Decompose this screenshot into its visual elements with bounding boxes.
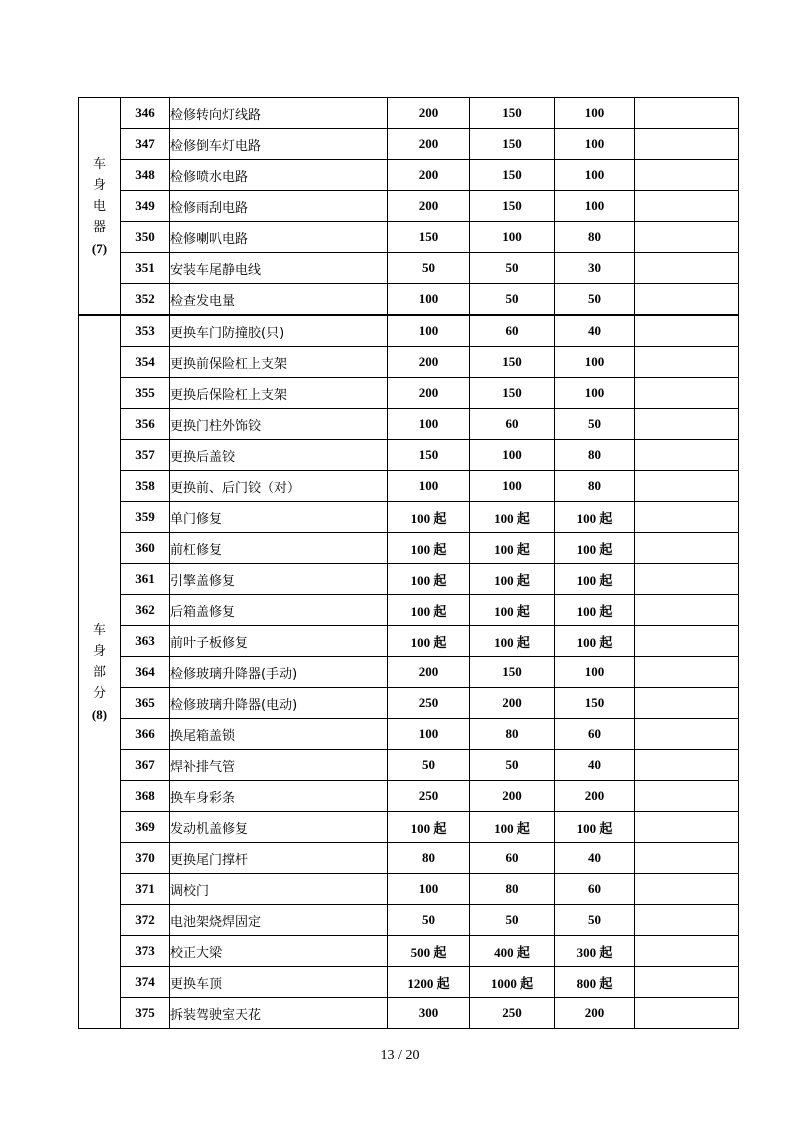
page-number-current: 13: [380, 1048, 395, 1063]
price-tier-1: 200: [388, 98, 470, 129]
category-char: 身: [92, 643, 106, 659]
price-tier-3: 40: [555, 315, 635, 347]
remark-cell: [635, 750, 739, 781]
price-tier-1: 50: [388, 750, 470, 781]
category-count: (8): [91, 706, 108, 722]
item-name: 检修倒车灯电路: [170, 129, 388, 160]
item-number: 350: [121, 222, 170, 253]
item-name: 前杠修复: [170, 533, 388, 564]
price-tier-2: 100: [470, 222, 555, 253]
price-tier-3: 30: [555, 253, 635, 284]
price-tier-3: 100 起: [555, 533, 635, 564]
item-name: 更换后盖铰: [170, 440, 388, 471]
item-name: 更换车顶: [170, 967, 388, 998]
item-number: 355: [121, 378, 170, 409]
item-name: 更换前、后门铰（对）: [170, 471, 388, 502]
price-tier-3: 80: [555, 471, 635, 502]
price-tier-2: 150: [470, 347, 555, 378]
category-char: 器: [92, 219, 106, 235]
category-char: 分: [92, 685, 106, 701]
table-row: [79, 284, 739, 316]
price-tier-1: 200: [388, 657, 470, 688]
item-number: 353: [121, 315, 170, 347]
price-tier-2: 60: [470, 315, 555, 347]
price-tier-1: 100 起: [388, 595, 470, 626]
price-tier-1: 100: [388, 409, 470, 440]
price-tier-3: 100: [555, 98, 635, 129]
price-tier-2: 100 起: [470, 533, 555, 564]
price-tier-3: 80: [555, 440, 635, 471]
item-number: 365: [121, 688, 170, 719]
category-char: 部: [92, 664, 106, 680]
item-number: 348: [121, 160, 170, 191]
remark-cell: [635, 347, 739, 378]
price-tier-1: 100 起: [388, 626, 470, 657]
item-number: 373: [121, 936, 170, 967]
price-tier-3: 40: [555, 843, 635, 874]
price-tier-3: 100: [555, 657, 635, 688]
table-row: [79, 440, 739, 471]
price-tier-3: 60: [555, 874, 635, 905]
table-row: [79, 843, 739, 874]
remark-cell: [635, 719, 739, 750]
price-tier-2: 100 起: [470, 626, 555, 657]
remark-cell: [635, 781, 739, 812]
remark-cell: [635, 967, 739, 998]
remark-cell: [635, 595, 739, 626]
price-tier-1: 1200 起: [388, 967, 470, 998]
category-char: 电: [92, 198, 106, 214]
item-name: 电池架烧焊固定: [170, 905, 388, 936]
item-name: 检查发电量: [170, 284, 388, 316]
remark-cell: [635, 564, 739, 595]
price-tier-1: 100: [388, 471, 470, 502]
table-row: [79, 781, 739, 812]
item-name: 换尾箱盖锁: [170, 719, 388, 750]
price-tier-1: 300: [388, 998, 470, 1029]
category-char: 车: [92, 156, 106, 172]
category-cell: [79, 315, 121, 1029]
item-number: 359: [121, 502, 170, 533]
remark-cell: [635, 626, 739, 657]
price-tier-1: 250: [388, 781, 470, 812]
remark-cell: [635, 843, 739, 874]
table-row: [79, 253, 739, 284]
item-name: 检修玻璃升降器(电动): [170, 688, 388, 719]
item-number: 354: [121, 347, 170, 378]
remark-cell: [635, 409, 739, 440]
table-row: [79, 750, 739, 781]
price-tier-1: 200: [388, 129, 470, 160]
item-name: 安装车尾静电线: [170, 253, 388, 284]
remark-cell: [635, 688, 739, 719]
item-name: 更换前保险杠上支架: [170, 347, 388, 378]
price-tier-1: 100: [388, 284, 470, 316]
item-name: 焊补排气管: [170, 750, 388, 781]
item-name: 更换后保险杠上支架: [170, 378, 388, 409]
price-tier-2: 50: [470, 253, 555, 284]
price-tier-3: 80: [555, 222, 635, 253]
remark-cell: [635, 129, 739, 160]
item-name: 单门修复: [170, 502, 388, 533]
table-row: [79, 998, 739, 1029]
item-number: 349: [121, 191, 170, 222]
remark-cell: [635, 191, 739, 222]
item-number: 374: [121, 967, 170, 998]
item-number: 360: [121, 533, 170, 564]
item-name: 更换门柱外饰铰: [170, 409, 388, 440]
item-number: 371: [121, 874, 170, 905]
table-row: [79, 626, 739, 657]
price-tier-1: 80: [388, 843, 470, 874]
price-tier-1: 200: [388, 191, 470, 222]
price-tier-1: 100: [388, 874, 470, 905]
item-number: 347: [121, 129, 170, 160]
price-tier-3: 300 起: [555, 936, 635, 967]
price-tier-3: 60: [555, 719, 635, 750]
item-number: 352: [121, 284, 170, 316]
item-number: 364: [121, 657, 170, 688]
price-tier-2: 60: [470, 409, 555, 440]
item-number: 363: [121, 626, 170, 657]
item-number: 358: [121, 471, 170, 502]
item-name: 发动机盖修复: [170, 812, 388, 843]
table-row: [79, 409, 739, 440]
table-row: [79, 315, 739, 347]
price-tier-2: 80: [470, 719, 555, 750]
table-row: [79, 905, 739, 936]
item-name: 更换尾门撑杆: [170, 843, 388, 874]
remark-cell: [635, 874, 739, 905]
table-row: [79, 160, 739, 191]
table-row: [79, 129, 739, 160]
table-row: [79, 222, 739, 253]
item-name: 检修转向灯线路: [170, 98, 388, 129]
remark-cell: [635, 905, 739, 936]
price-tier-2: 150: [470, 657, 555, 688]
price-tier-1: 250: [388, 688, 470, 719]
price-tier-3: 40: [555, 750, 635, 781]
item-number: 346: [121, 98, 170, 129]
price-tier-2: 1000 起: [470, 967, 555, 998]
price-tier-2: 250: [470, 998, 555, 1029]
item-number: 361: [121, 564, 170, 595]
price-tier-2: 100 起: [470, 812, 555, 843]
price-tier-1: 100: [388, 719, 470, 750]
price-tier-3: 100: [555, 160, 635, 191]
page-number-total: 20: [405, 1048, 420, 1063]
table-row: [79, 936, 739, 967]
table-row: [79, 378, 739, 409]
repair-price-table: [78, 97, 739, 1029]
remark-cell: [635, 812, 739, 843]
table-row: [79, 191, 739, 222]
price-tier-2: 50: [470, 284, 555, 316]
item-number: 372: [121, 905, 170, 936]
price-tier-1: 150: [388, 222, 470, 253]
item-number: 368: [121, 781, 170, 812]
item-name: 校正大梁: [170, 936, 388, 967]
remark-cell: [635, 502, 739, 533]
table-row: [79, 595, 739, 626]
remark-cell: [635, 440, 739, 471]
price-tier-3: 100: [555, 378, 635, 409]
price-tier-3: 50: [555, 284, 635, 316]
table-row: [79, 657, 739, 688]
price-tier-2: 150: [470, 378, 555, 409]
item-name: 更换车门防撞胶(只): [170, 315, 388, 347]
price-tier-1: 150: [388, 440, 470, 471]
table-row: [79, 471, 739, 502]
price-tier-2: 150: [470, 191, 555, 222]
remark-cell: [635, 378, 739, 409]
price-tier-1: 200: [388, 160, 470, 191]
price-tier-1: 200: [388, 347, 470, 378]
category-count: (7): [91, 240, 108, 256]
price-tier-2: 100 起: [470, 502, 555, 533]
price-tier-2: 100 起: [470, 595, 555, 626]
remark-cell: [635, 222, 739, 253]
item-number: 356: [121, 409, 170, 440]
item-name: 调校门: [170, 874, 388, 905]
price-tier-1: 50: [388, 905, 470, 936]
price-tier-2: 50: [470, 750, 555, 781]
table-row: [79, 967, 739, 998]
table-row: [79, 719, 739, 750]
remark-cell: [635, 533, 739, 564]
price-tier-3: 100: [555, 347, 635, 378]
price-tier-3: 200: [555, 781, 635, 812]
price-tier-3: 150: [555, 688, 635, 719]
price-tier-3: 100 起: [555, 626, 635, 657]
price-tier-2: 100: [470, 471, 555, 502]
category-cell: [79, 98, 121, 316]
table-row: [79, 502, 739, 533]
category-char: 车: [92, 622, 106, 638]
remark-cell: [635, 936, 739, 967]
price-tier-2: 80: [470, 874, 555, 905]
price-tier-2: 200: [470, 781, 555, 812]
remark-cell: [635, 471, 739, 502]
price-tier-3: 100: [555, 129, 635, 160]
price-tier-1: 200: [388, 378, 470, 409]
price-tier-2: 150: [470, 129, 555, 160]
item-name: 检修喇叭电路: [170, 222, 388, 253]
remark-cell: [635, 160, 739, 191]
item-number: 366: [121, 719, 170, 750]
price-tier-2: 100: [470, 440, 555, 471]
price-tier-1: 100: [388, 315, 470, 347]
table-row: [79, 812, 739, 843]
remark-cell: [635, 998, 739, 1029]
price-tier-2: 400 起: [470, 936, 555, 967]
price-tier-1: 50: [388, 253, 470, 284]
price-tier-2: 50: [470, 905, 555, 936]
table-row: [79, 688, 739, 719]
price-tier-3: 800 起: [555, 967, 635, 998]
item-number: 351: [121, 253, 170, 284]
item-name: 前叶子板修复: [170, 626, 388, 657]
item-name: 后箱盖修复: [170, 595, 388, 626]
item-number: 367: [121, 750, 170, 781]
price-tier-3: 100 起: [555, 595, 635, 626]
item-number: 375: [121, 998, 170, 1029]
price-tier-3: 100 起: [555, 564, 635, 595]
price-tier-3: 100 起: [555, 502, 635, 533]
price-tier-3: 100: [555, 191, 635, 222]
item-number: 362: [121, 595, 170, 626]
price-table-container: [78, 97, 738, 1035]
item-name: 引擎盖修复: [170, 564, 388, 595]
price-tier-3: 100 起: [555, 812, 635, 843]
price-tier-1: 100 起: [388, 502, 470, 533]
item-number: 370: [121, 843, 170, 874]
price-tier-1: 100 起: [388, 812, 470, 843]
table-row: [79, 347, 739, 378]
remark-cell: [635, 657, 739, 688]
table-row: [79, 533, 739, 564]
table-row: [79, 98, 739, 129]
price-tier-3: 50: [555, 409, 635, 440]
remark-cell: [635, 315, 739, 347]
remark-cell: [635, 284, 739, 316]
remark-cell: [635, 98, 739, 129]
price-tier-3: 200: [555, 998, 635, 1029]
table-row: [79, 564, 739, 595]
price-tier-3: 50: [555, 905, 635, 936]
item-name: 换车身彩条: [170, 781, 388, 812]
item-number: 369: [121, 812, 170, 843]
table-row: [79, 874, 739, 905]
item-name: 检修喷水电路: [170, 160, 388, 191]
item-name: 检修玻璃升降器(手动): [170, 657, 388, 688]
remark-cell: [635, 253, 739, 284]
price-tier-2: 150: [470, 160, 555, 191]
price-table-body: [79, 98, 739, 1029]
item-number: 357: [121, 440, 170, 471]
page-footer: [0, 1048, 800, 1064]
category-char: 身: [92, 177, 106, 193]
price-tier-2: 60: [470, 843, 555, 874]
price-tier-1: 100 起: [388, 564, 470, 595]
page-number-separator: /: [394, 1048, 406, 1063]
item-name: 检修雨刮电路: [170, 191, 388, 222]
price-tier-2: 150: [470, 98, 555, 129]
price-tier-2: 200: [470, 688, 555, 719]
price-tier-1: 500 起: [388, 936, 470, 967]
item-name: 拆装驾驶室天花: [170, 998, 388, 1029]
price-tier-2: 100 起: [470, 564, 555, 595]
price-tier-1: 100 起: [388, 533, 470, 564]
